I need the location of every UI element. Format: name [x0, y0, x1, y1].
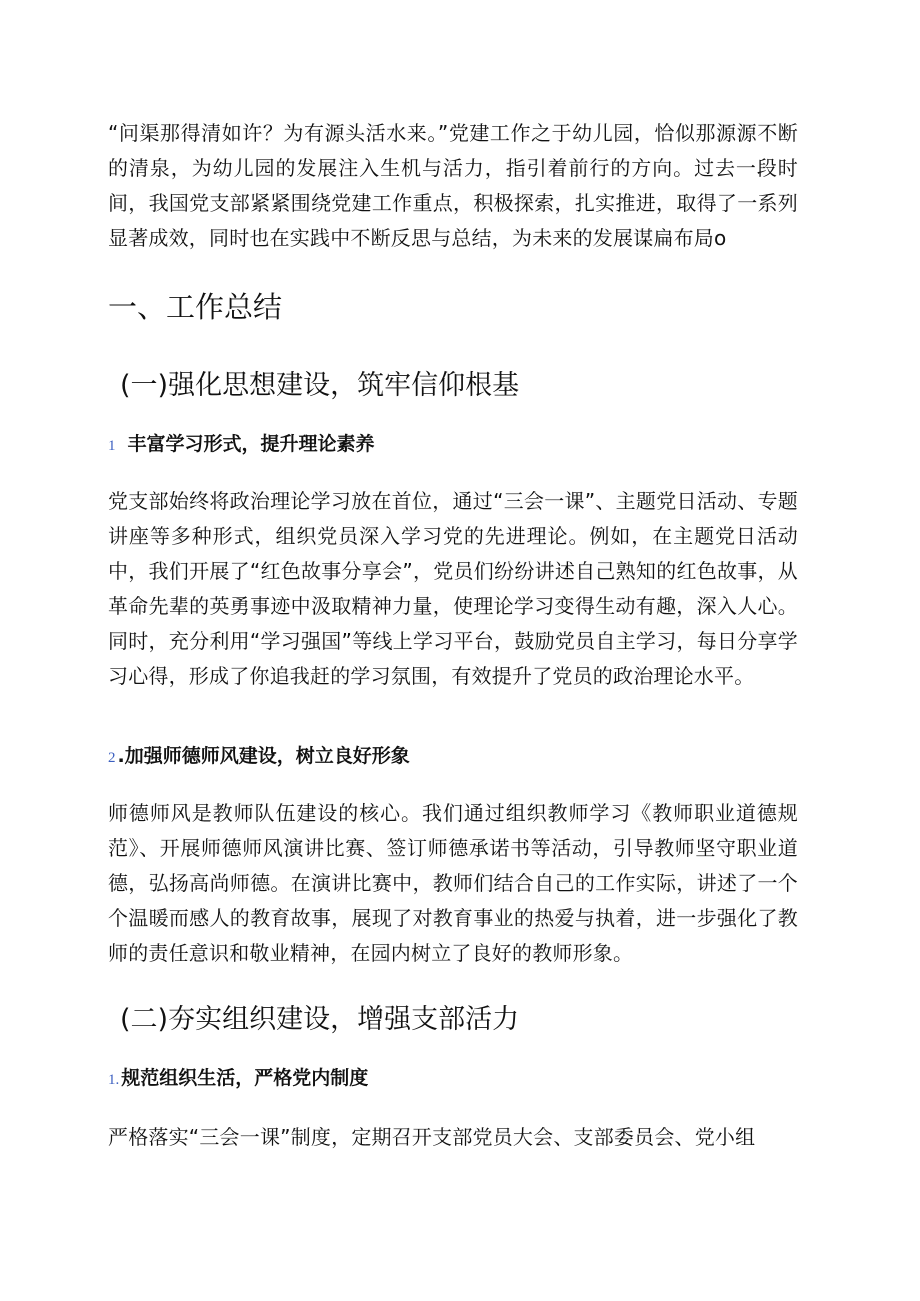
item-title: .加强师德师风建设，树立良好形象: [117, 745, 410, 767]
body-paragraph-org-life: 严格落实“三会一课”制度，定期召开支部党员大会、支部委员会、党小组: [108, 1125, 756, 1149]
item-number: 1: [108, 438, 116, 454]
item-number: 2: [108, 750, 116, 766]
intro-paragraph: “问渠那得清如许？为有源头活水来。”党建工作之于幼儿园，恰似那源源不断的清泉，为幼儿园的发展注入生机与活力，指引着前行的方向。过去一段时间，我国党支部紧紧围绕党建工作重点，积极探索，扎实推进，取得了一系列显著成效，同时也在实践中不断反思与总结，为未来的发展谋扁布局o: [108, 121, 798, 250]
item-heading-org-life: [108, 1063, 368, 1095]
body-paragraph-study: 党支部始终将政治理论学习放在首位，通过“三会一课”、主题党日活动、专题讲座等多种形式，组织党员深入学习党的先进理论。例如，在主题党日活动中，我们开展了“红色故事分享会”，党员们纷纷讲述自己熟知的红色故事，从革命先辈的英勇事迹中汲取精神力量，使理论学习变得生动有趣，深入人心。同时，充分利用“学习强国”等线上学习平台，鼓励党员自主学习，每日分享学习心得，形成了你追我赶的学习氛围，有效提升了党员的政治理论水平。: [108, 489, 798, 688]
item-title: 丰富学习形式，提升理论素养: [127, 433, 375, 455]
subsection-heading-organization: (二)夯实组织建设，增强支部活力: [120, 1004, 520, 1035]
item-number: 1.: [108, 1072, 120, 1088]
body-paragraph-ethics: 师德师风是教师队伍建设的核心。我们通过组织教师学习《教师职业道德规范》、开展师德师风演讲比赛、签订师德承诺书等活动，引导教师坚守职业道德，弘扬高尚师德。在演讲比赛中，教师们结合自己的工作实际，讲述了一个个温暖而感人的教育故事，展现了对教育事业的热爱与执着，进一步强化了教师的责任意识和敬业精神，在园内树立了良好的教师形象。: [108, 801, 798, 965]
item-heading-study-forms: [108, 429, 375, 461]
subsection-heading-ideology: (一)强化思想建设，筑牢信仰根基: [120, 370, 520, 401]
item-heading-teacher-ethics: [108, 741, 410, 773]
section-heading-work-summary: 一、工作总结: [108, 290, 283, 324]
item-title: 规范组织生活，严格党内制度: [121, 1067, 369, 1089]
